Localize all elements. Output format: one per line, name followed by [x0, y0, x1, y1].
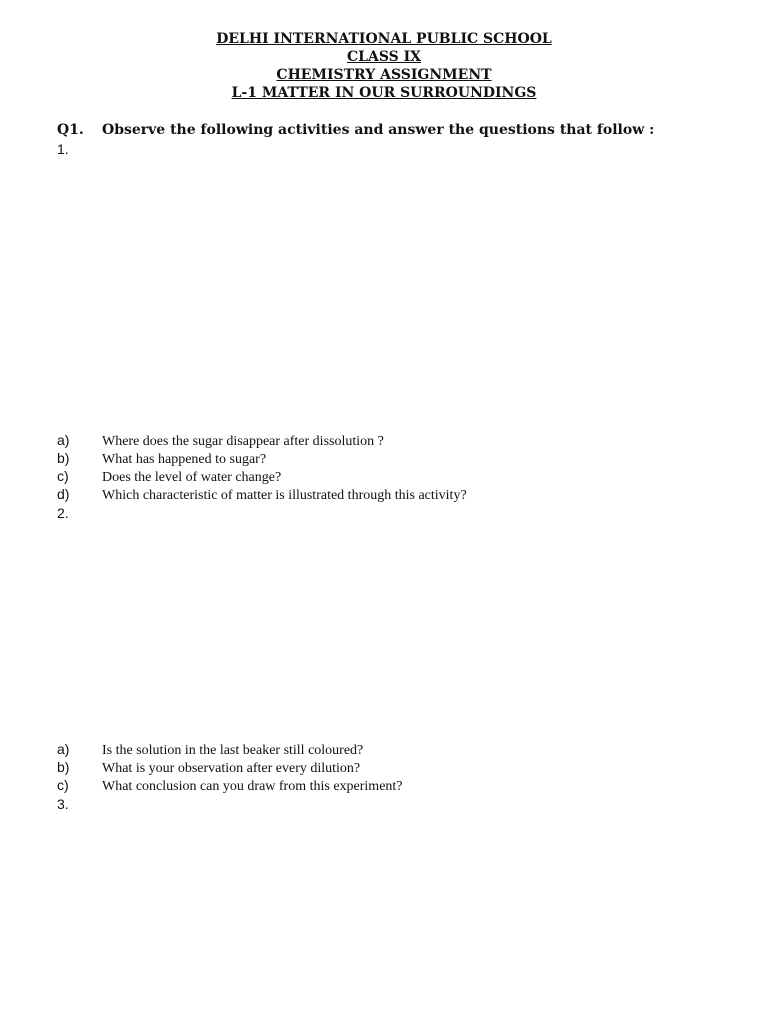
item-text: What conclusion can you draw from this experiment? [102, 779, 403, 794]
item-label: c) [57, 468, 69, 484]
list-item [57, 776, 403, 794]
item-text: What has happened to sugar? [102, 452, 267, 467]
question-text: Observe the following activities and answer the questions that follow : [102, 122, 655, 138]
item-label: a) [57, 741, 70, 757]
list-item [57, 431, 467, 449]
activity-2-questions [57, 740, 403, 794]
item-text: Does the level of water change? [102, 470, 282, 485]
school-name: DELHI INTERNATIONAL PUBLIC SCHOOL [216, 31, 552, 47]
subject-title: CHEMISTRY ASSIGNMENT [276, 67, 492, 83]
item-text: What is your observation after every dilution? [102, 761, 361, 776]
item-text: Where does the sugar disappear after dissolution ? [102, 434, 384, 449]
list-item [57, 758, 403, 776]
list-item [57, 740, 403, 758]
item-label: d) [57, 486, 70, 502]
item-label: a) [57, 432, 70, 448]
item-label: c) [57, 777, 69, 793]
list-item [57, 485, 467, 503]
document-header [0, 30, 768, 102]
item-label: b) [57, 759, 70, 775]
list-item [57, 449, 467, 467]
activity-1-questions [57, 431, 467, 503]
class-name: CLASS IX [346, 49, 422, 65]
item-label: b) [57, 450, 70, 466]
item-text: Which characteristic of matter is illustrated through this activity? [102, 488, 467, 503]
item-text: Is the solution in the last beaker still coloured? [102, 743, 364, 758]
question-heading [57, 121, 654, 139]
list-item [57, 467, 467, 485]
activity-2-figure-space [100, 524, 700, 736]
activity-1-figure-space [100, 160, 700, 428]
activity-number-2: 2. [57, 505, 69, 521]
activity-number-1: 1. [57, 141, 69, 157]
activity-3-figure-space [100, 815, 700, 1015]
question-number: Q1. [57, 122, 84, 138]
activity-number-3: 3. [57, 796, 69, 812]
chapter-title: L-1 MATTER IN OUR SURROUNDINGS [231, 85, 537, 101]
